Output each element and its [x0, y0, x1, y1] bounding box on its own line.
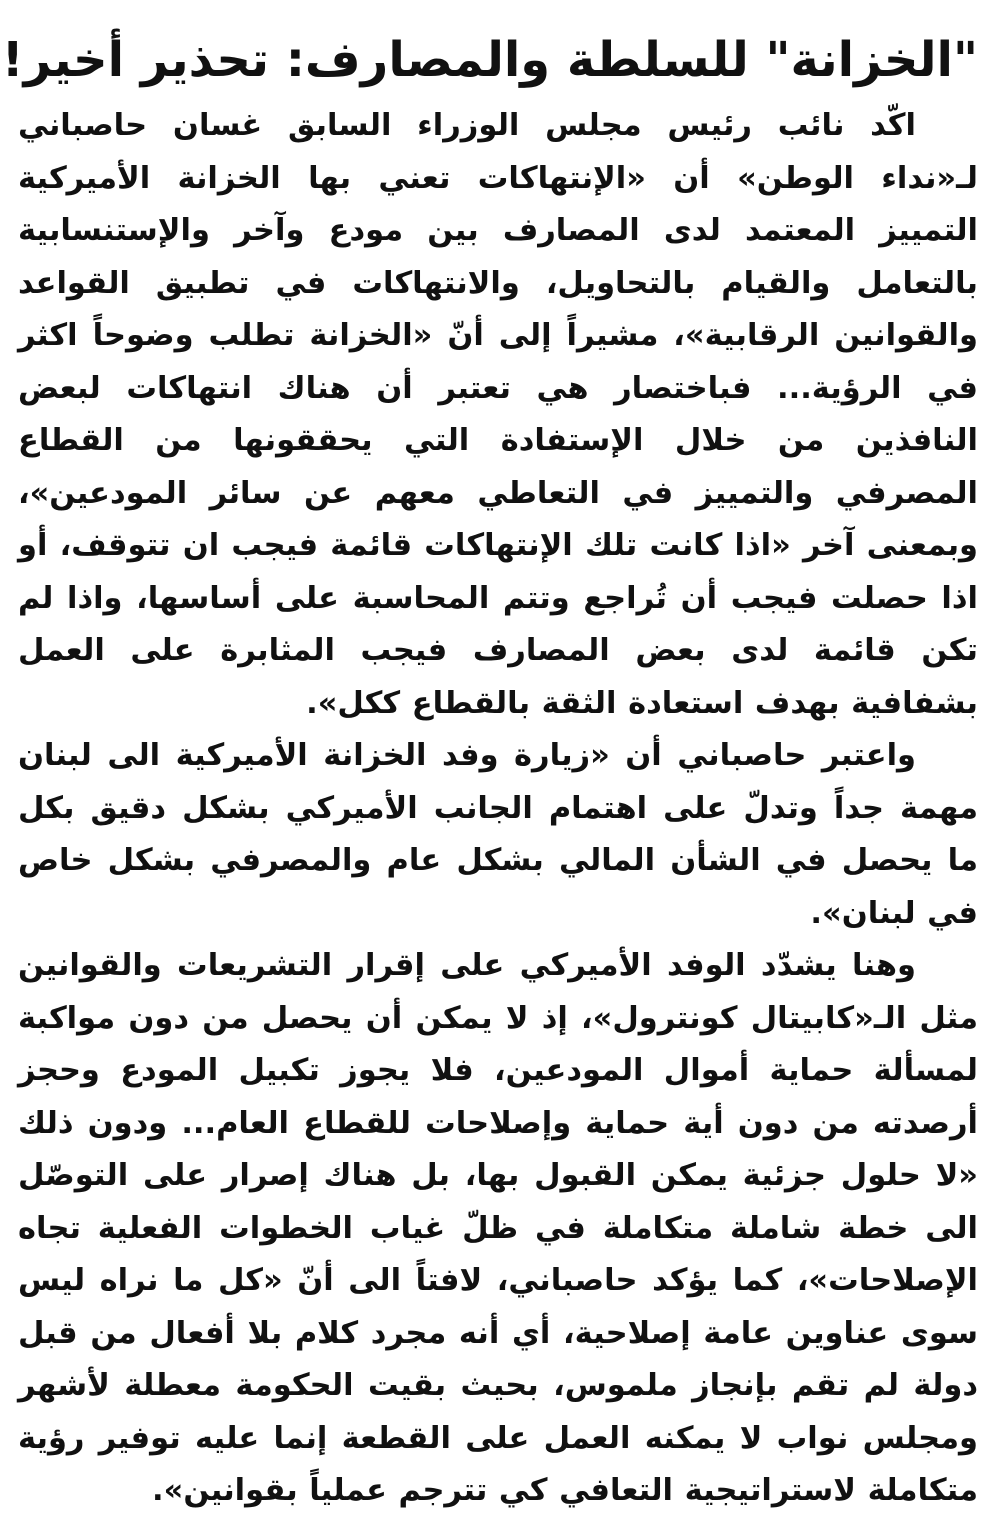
article-headline: "الخزانة" للسلطة والمصارف: تحذير أخير!	[1, 32, 978, 88]
article-body	[18, 100, 978, 1518]
article-paragraph: واعتبر حاصباني أن «زيارة وفد الخزانة الأميركية الى لبنان مهمة جداً وتدلّ على اهتمام الجانب الأميركي بشكل دقيق بكل ما يحصل في الشأن المالي بشكل عام والمصرفي بشكل خاص في لبنان».	[18, 738, 978, 931]
article-paragraph: وهنا يشدّد الوفد الأميركي على إقرار التشريعات والقوانين مثل الـ«كابيتال كونترول»، إذ لا يمكن أن يحصل من دون مواكبة لمسألة حماية أموال المودعين، فلا يجوز تكبيل المودع وحجز أرصدته من دون أية حماية وإصلاحات للقطاع العام... ودون ذلك «لا حلول جزئية يمكن القبول بها، بل هناك إصرار على التوصّل الى خطة شاملة متكاملة في ظلّ غياب الخطوات الفعلية تجاه الإصلاحات»، كما يؤكد حاصباني، لافتاً الى أنّ «كل ما نراه ليس سوى عناوين عامة إصلاحية، أي أنه مجرد كلام بلا أفعال من قبل دولة لم تقم بإنجاز ملموس، بحيث بقيت الحكومة معطلة لأشهر ومجلس نواب لا يمكنه العمل على القطعة إنما عليه توفير رؤية متكاملة لاستراتيجية التعافي كي تترجم عملياً بقوانين».	[18, 948, 978, 1508]
news-article	[1, 28, 978, 1518]
article-paragraph: اكّد نائب رئيس مجلس الوزراء السابق غسان حاصباني لـ«نداء الوطن» أن «الإنتهاكات تعني بها الخزانة الأميركية التمييز المعتمد لدى المصارف بين مودع وآخر والإستنسابية بالتعامل والقيام بالتحاويل، والانتهاكات في تطبيق القواعد والقوانين الرقابية»، مشيراً إلى أنّ «الخزانة تطلب وضوحاً اكثر في الرؤية... فباختصار هي تعتبر أن هناك انتهاكات لبعض النافذين من خلال الإستفادة التي يحققونها من القطاع المصرفي والتمييز في التعاطي معهم عن سائر المودعين»، وبمعنى آخر «اذا كانت تلك الإنتهاكات قائمة فيجب ان تتوقف، أو اذا حصلت فيجب أن تُراجع وتتم المحاسبة على أساسها، واذا لم تكن قائمة لدى بعض المصارف فيجب المثابرة على العمل بشفافية بهدف استعادة الثقة بالقطاع ككل».	[18, 108, 978, 721]
